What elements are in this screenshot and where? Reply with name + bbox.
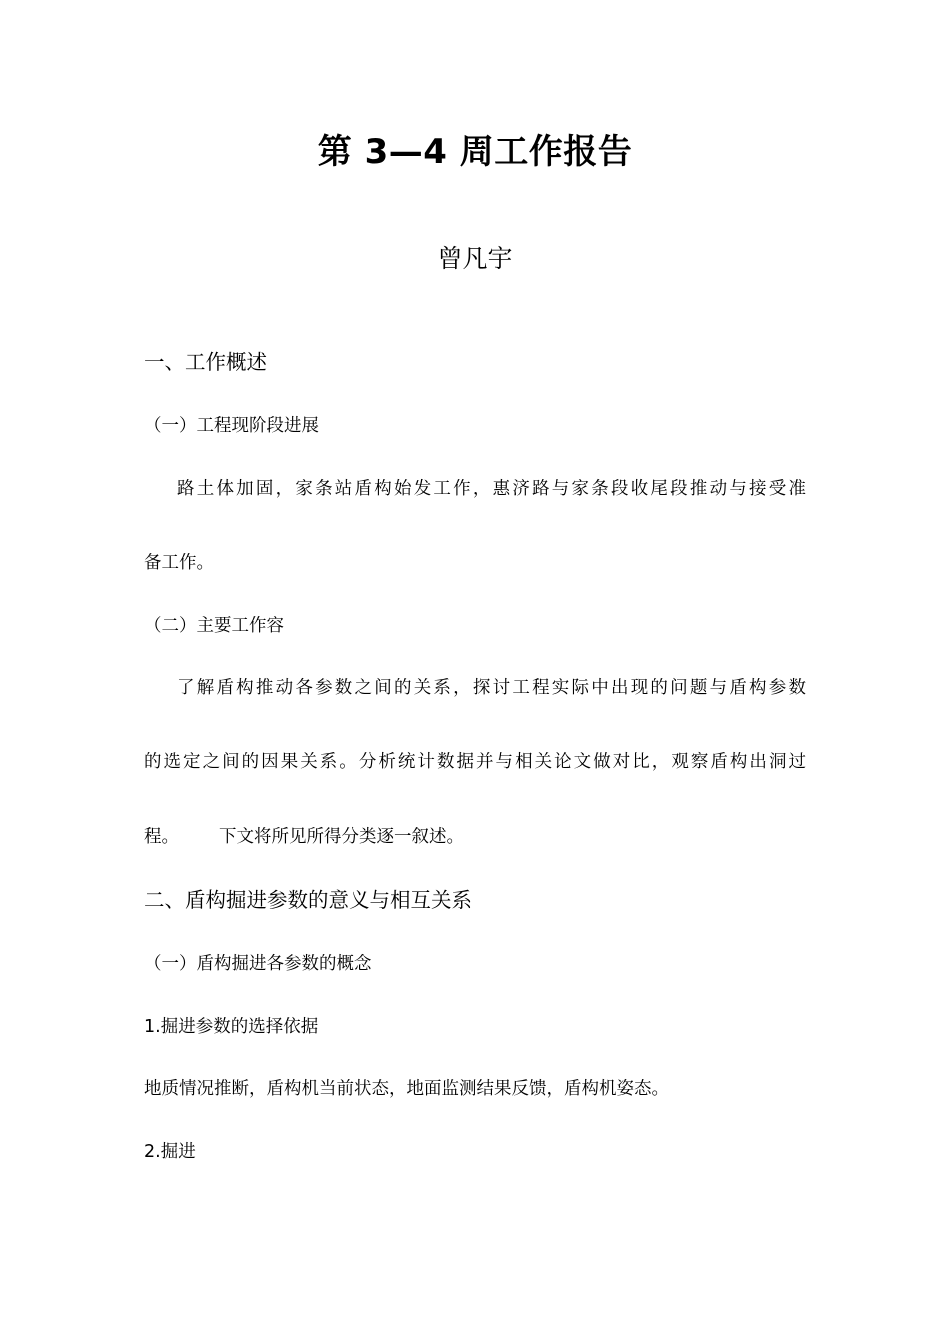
section-1-sub-1-paragraph-line-1: 路土体加固，家条站盾构始发工作，惠济路与家条段收尾段推动与接受准 <box>177 479 806 499</box>
document-author: 曾凡宇 <box>437 244 513 273</box>
section-1-heading: 一、工作概述 <box>144 350 267 374</box>
paragraph-line-3-part-a: 程。 <box>144 827 179 847</box>
section-1-sub-2-paragraph-line-3 <box>144 823 806 851</box>
section-1-sub-1-paragraph-line-2: 备工作。 <box>144 553 214 573</box>
section-1-sub-2-heading: （二）主要工作容 <box>144 616 284 636</box>
section-1-sub-1-heading: （一）工程现阶段进展 <box>144 416 319 436</box>
section-2-heading: 二、盾构掘进参数的意义与相互关系 <box>144 888 472 912</box>
item-1-text: 地质情况推断，盾构机当前状态，地面监测结果反馈，盾构机姿态。 <box>144 1079 669 1099</box>
document-title: 第 3—4 周工作报告 <box>317 132 633 172</box>
section-2-sub-1-heading: （一）盾构掘进各参数的概念 <box>144 954 372 974</box>
item-1-heading: 1.掘进参数的选择依据 <box>144 1017 319 1037</box>
paragraph-line-3-part-b: 下文将所见所得分类逐一叙述。 <box>219 827 464 847</box>
section-1-sub-2-paragraph-line-2: 的选定之间的因果关系。分析统计数据并与相关论文做对比，观察盾构出洞过 <box>144 752 806 772</box>
section-1-sub-2-paragraph-line-1: 了解盾构推动各参数之间的关系，探讨工程实际中出现的问题与盾构参数 <box>177 678 806 698</box>
item-2-heading: 2.掘进 <box>144 1142 196 1162</box>
